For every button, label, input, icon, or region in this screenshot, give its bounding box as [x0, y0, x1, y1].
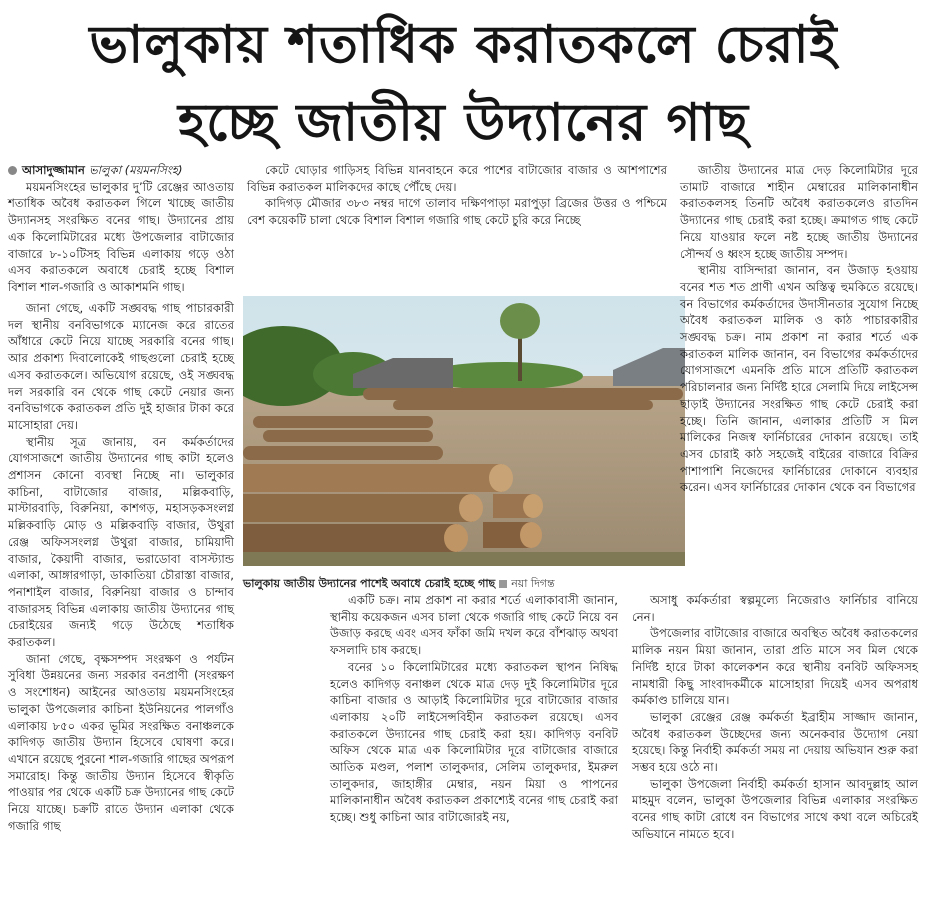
- column-2-top: [247, 162, 667, 229]
- paragraph: একটি চক্র। নাম প্রকাশ না করার শর্তে এলাকাবাসী জানান, স্থানীয় কয়েকজন এসব চালা থেকে গজারি গাছ কেটে নিয়ে বন উজাড় করছে এবং এসব ফাঁকা জমি দখল করে বাঁশঝাড় অথবা ফসলাদি চাষ করছে।: [330, 593, 618, 658]
- bullet-icon: [8, 166, 17, 175]
- paragraph: বনের ১০ কিলোমিটারের মধ্যে করাতকল স্থাপন নিষিদ্ধ হলেও কাদিগড় বনাঞ্চল থেকে মাত্র দেড় দুই কিলোমিটার দূরে কাচিনা বাজার ও আড়াই কিলোমিটার দূরে বাটাজোর বাজার এলাকায় ২০টি লাইসেন্সবিহীন করাতকল রয়েছে। এসব করাতকলে উদ্যানের গাছ চেরাই করা হয়। কাদিগড় বনবিট অফিস থেকে মাত্র এক কিলোমিটার দূরে বাটাজোর বাজারে আতিক মণ্ডল, পলাশ তালুকদার, সেলিম তালুকদার, ইমরুল তালুকদার, জাহাঙ্গীর মেম্বার, নয়ন মিয়া ও পাপনের মালিকানাধীন অবৈধ করাতকল প্রকাশ্যেই বনের গাছ চেরাই করা হচ্ছে। শুধু কাচিনা আর বাটাজোরই নয়,: [330, 659, 618, 825]
- paragraph: ভালুকা উপজেলা নির্বাহী কর্মকর্তা হাসান আবদুল্লাহ আল মাহমুদ বলেন, ভালুকা উপজেলার বিভিন্ন এলাকার সংরক্ষিত বনের গাছ কাটা রোধে বন বিভাগের সাথে কথা বলে অচিরেই অভিযানে নামতে হবে।: [632, 776, 918, 841]
- headline-line-2: হচ্ছে জাতীয় উদ্যানের গাছ: [177, 93, 750, 153]
- paragraph: অসাধু কর্মকর্তারা স্বল্পমূল্যে নিজেরাও ফার্নিচার বানিয়ে নেন।: [632, 593, 918, 624]
- paragraph: ময়মনসিংহের ভালুকার দু’টি রেঞ্জের আওতায় শতাধিক অবৈধ করাতকল গিলে খাচ্ছে জাতীয় উদ্যানসহ সংরক্ষিত বনের গাছ। উদ্যানের প্রায় এক কিলোমিটারের মধ্যে উপজেলার বাটাজোর বাজারে ৮-১০টিসহ বিভিন্ন এলাকায় গড়ে ওঠা এসব করাতকলে অবাধে চেরাই হচ্ছে বিশাল বিশাল শাল-গজারি ও আকাশমনি গাছ।: [8, 179, 234, 294]
- column-2-bottom: [330, 592, 618, 826]
- square-icon: [499, 580, 507, 588]
- paragraph: উপজেলার বাটাজোর বাজারে অবস্থিত অবৈধ করাতকলের মালিক নয়ন মিয়া জানান, তারা প্রতি মাসে সব মিল থেকে নির্দিষ্ট হারে টাকা কালেকশন করে স্থানীয় বনবিট অফিসসহ নামধারী কিছু সাংবাদকর্মীকে মাসোহারা দিয়েই এসব অপরাধ কর্মকাণ্ড চালিয়ে যান।: [632, 626, 918, 708]
- byline-author: আসাদুজ্জামান: [22, 163, 85, 177]
- caption-text: ভালুকায় জাতীয় উদ্যানের পাশেই অবাধে চেরাই হচ্ছে গাছ: [243, 577, 496, 590]
- byline: [8, 162, 234, 179]
- paragraph: কাদিগড় মৌজার ৩৮৩ নম্বর দাগে তালাব দক্ষিণপাড়া মরাপুড়া ব্রিজের উত্তর ও পশ্চিমে বেশ কয়েকটি চালা থেকে বিশাল বিশাল গজারি গাছ কেটে চুরি করে নিচ্ছে: [247, 196, 667, 228]
- byline-place: ভালুকা (ময়মনসিংহ): [88, 163, 183, 177]
- paragraph: স্থানীয় সূত্র জানায়, বন কর্মকর্তাদের যোগসাজশে জাতীয় উদ্যানের গাছ কাটা হলেও প্রশাসন কোনো ব্যবস্থা নিচ্ছে না। ভালুকার কাচিনা, বাটাজোর বাজার, মল্লিকবাড়ি, মাস্টারবাড়ি, বিরুনিয়া, কাশগড়, মহাসড়কসংলগ্ন মল্লিকবাড়ি মোড় ও মল্লিকবাড়ি বাজার, উথুরা রেঞ্জ অফিসসংলগ্ন উথুরা বাজার, চামিয়াদী বাজার, কৈয়াদী বাজার, ভরাডোবা বাসস্ট্যান্ড এলাকা, আঙ্গারগাড়া, ডাকাতিয়া চৌরাস্তা বাজার, পনাশাইল বাজার, বিরুনিয়া বাজার ও চান্দাব বাজারসহ বিভিন্ন এলাকায় জাতীয় উদ্যানের গাছ চেরাইয়ের জন্যই গড়ে উঠেছে শতাধিক করাতকল।: [8, 434, 234, 650]
- paragraph: স্থানীয় বাসিন্দারা জানান, বন উজাড় হওয়ায় বনের শত শত প্রাণী এখন অস্তিত্ব হুমকিতে রয়েছে। বন বিভাগের কর্মকর্তাদের উদাসীনতার সুযোগ নিচ্ছে অবৈধ করাতকল মালিক ও কাঠ পাচারকারীর সঙ্ঘবদ্ধ চক্র। নাম প্রকাশ না করার শর্তে এক করাতকল মালিক জানান, বন বিভাগের কর্মকর্তাদের যোগসাজশে এমনকি প্রতি মাসে প্রতিটি করাতকল পরিচালনার জন্য নির্দিষ্ট হারে সেলামি দিয়ে লাইসেন্স ছাড়াই উদ্যানের সংরক্ষিত গাছ কেটে চেরাই করা হচ্ছে। তিনি জানান, এলাকার প্রতিটি স মিল মালিকের নিজস্ব ফার্নিচারের দোকান রয়েছে। তাই এসব চোরাই কাঠ সহজেই বাইরের বাজারে বিক্রির পাশাপাশি নিজেদের ফার্নিচারের দোকানে ব্যবহার করেন। এসব ফার্নিচারের দোকান থেকে বন বিভাগের: [680, 263, 918, 495]
- paragraph: কেটে ঘোড়ার গাড়িসহ বিভিন্ন যানবাহনে করে পাশের বাটাজোর বাজার ও আশপাশের বিভিন্ন করাতকল মালিকদের কাছে পৌঁছে দেয়।: [247, 163, 667, 194]
- headline-line-1: ভালুকায় শতাধিক করাতকলে চেরাই: [89, 15, 838, 75]
- paragraph: জানা গেছে, বৃক্ষসম্পদ সংরক্ষণ ও পর্যটন সুবিধা উন্নয়নের জন্য সরকার বনপ্রাণী (সংরক্ষণ ও সংশোধন) আইনের আওতায় ময়মনসিংহের ভালুকা উপজেলার কাচিনা ইউনিয়নের পালগাঁও এলাকায় ৮৫০ একর ভূমির সংরক্ষিত বনাঞ্চলকে কাদিগড় জাতীয় উদ্যান হিসেবে ঘোষণা করে। এখানে রয়েছে পুরনো শাল-গজারি গাছের অপরূপ সমারোহ। কিন্তু জাতীয় উদ্যান হিসেবে স্বীকৃতি পাওয়ার পর থেকে একটি চক্র উদ্যানের গাছ কেটে নিয়ে যাচ্ছে। চক্রটি রাতে উদ্যান এলাকা থেকে গজারি গাছ: [8, 651, 234, 833]
- paragraph: জানা গেছে, একটি সঙ্ঘবদ্ধ গাছ পাচারকারী দল স্থানীয় বনবিভাগকে ম্যানেজ করে রাতের আঁধারে কেটে নিয়ে যাচ্ছে সরকারি বনের গাছ। আর প্রকাশ্য দিবালোকেই গাছগুলো চেরাই হচ্ছে এসব করাতকলে। অভিযোগ রয়েছে, ওই সঙ্ঘবদ্ধ দল সরকারি বন থেকে গাছ কেটে নেয়ার জন্য বনবিভাগকে করাতকল প্রতি দুই হাজার টাকা করে মাসোহারা দেয়।: [8, 301, 234, 432]
- photo-credit: নয়া দিগন্ত: [511, 577, 555, 590]
- column-3-bottom: [632, 592, 918, 843]
- column-1-bottom: [8, 300, 234, 835]
- column-3-top: [680, 162, 918, 496]
- column-1-top: [8, 162, 234, 296]
- paragraph: জাতীয় উদ্যানের মাত্র দেড় কিলোমিটার দূরে তামাট বাজারে শাহীন মেম্বারের মালিকানাধীন করাতকলসহ তিনটি অবৈধ করাতকলেও রাতদিন উদ্যানের গাছ চেরাই করা হচ্ছে। ক্রমাগত গাছ কেটে নিয়ে যাওয়ার ফলে নষ্ট হচ্ছে জাতীয় উদ্যানের সৌন্দর্য ও ধ্বংস হচ্ছে জাতীয় সম্পদ।: [680, 163, 918, 261]
- news-photo: [243, 296, 685, 566]
- paragraph: ভালুকা রেঞ্জের রেঞ্জ কর্মকর্তা ইব্রাহীম সাজ্জাদ জানান, অবৈধ করাতকল উচ্ছেদের জন্য অনেকবার উদ্যোগ নেয়া হয়েছে। কিন্তু নির্বাহী কর্মকর্তা সময় না দেয়ায় অভিযান শুরু করা সম্ভব হয়ে ওঠে না।: [632, 709, 918, 775]
